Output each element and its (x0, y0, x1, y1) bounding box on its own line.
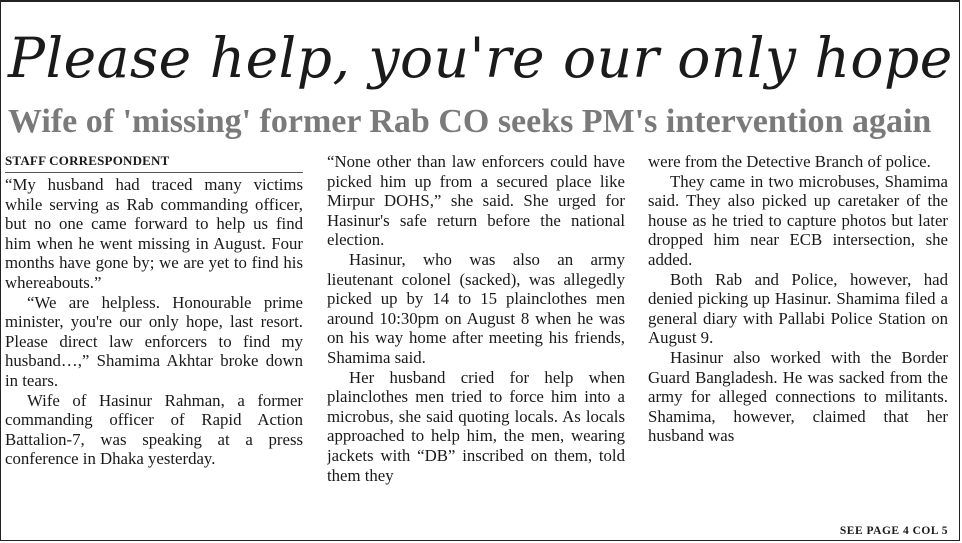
paragraph: They came in two microbuses, Shamima said. They also picked up caretaker of the house as he tried to capture photos but later dropped him near ECB intersection, she added. (648, 171, 948, 269)
paragraph: Hasinur also worked with the Border Guard Bangladesh. He was sacked from the army for alleged connections to militants. Shamima, however, claimed that her husband was (648, 347, 948, 446)
article-column-1 (5, 152, 303, 540)
article-column-3 (648, 152, 948, 540)
paragraph: “None other than law enforcers could have picked him up from a secured place like Mirpur DOHS,” she said. She urged for Hasinur's safe return before the national election. (327, 152, 625, 250)
paragraph: “My husband had traced many victims while serving as Rab commanding officer, but no one came forward to help us find him when he went missing in August. Four months have gone by; we are yet to find his whereabouts.” (5, 175, 303, 292)
article-column-2 (327, 152, 625, 540)
paragraph: “We are helpless. Honourable prime minister, you're our only hope, last resort. Please direct law enforcers to find my husband…,” Shamima Akhtar broke down in tears. (5, 292, 303, 390)
paragraph: Both Rab and Police, however, had denied picking up Hasinur. Shamima filed a general diary with Pallabi Police Station on August 9. (648, 269, 948, 348)
continuation-link[interactable]: SEE PAGE 4 COL 5 (834, 525, 948, 537)
subheadline: Wife of 'missing' former Rab CO seeks PM's intervention again (8, 103, 932, 140)
paragraph: Hasinur, who was also an army lieutenant colonel (sacked), was allegedly picked up by 14 to 15 plainclothes men around 10:30pm on August 8 when he was on his way home after meeting his friends, Shamima said. (327, 249, 625, 367)
paragraph: Her husband cried for help when plainclothes men tried to force him into a microbus, she said quoting locals. As locals approached to help him, the men, wearing jackets with “DB” inscribed on them, told them they (327, 367, 625, 485)
paragraph: Wife of Hasinur Rahman, a former commanding officer of Rapid Action Battalion-7, was speaking at a press conference in Dhaka yesterday. (5, 390, 303, 469)
paragraph: were from the Detective Branch of police. (648, 152, 931, 171)
byline: STAFF CORRESPONDENT (5, 152, 303, 173)
headline: Please help, you're our only hope (8, 26, 953, 90)
